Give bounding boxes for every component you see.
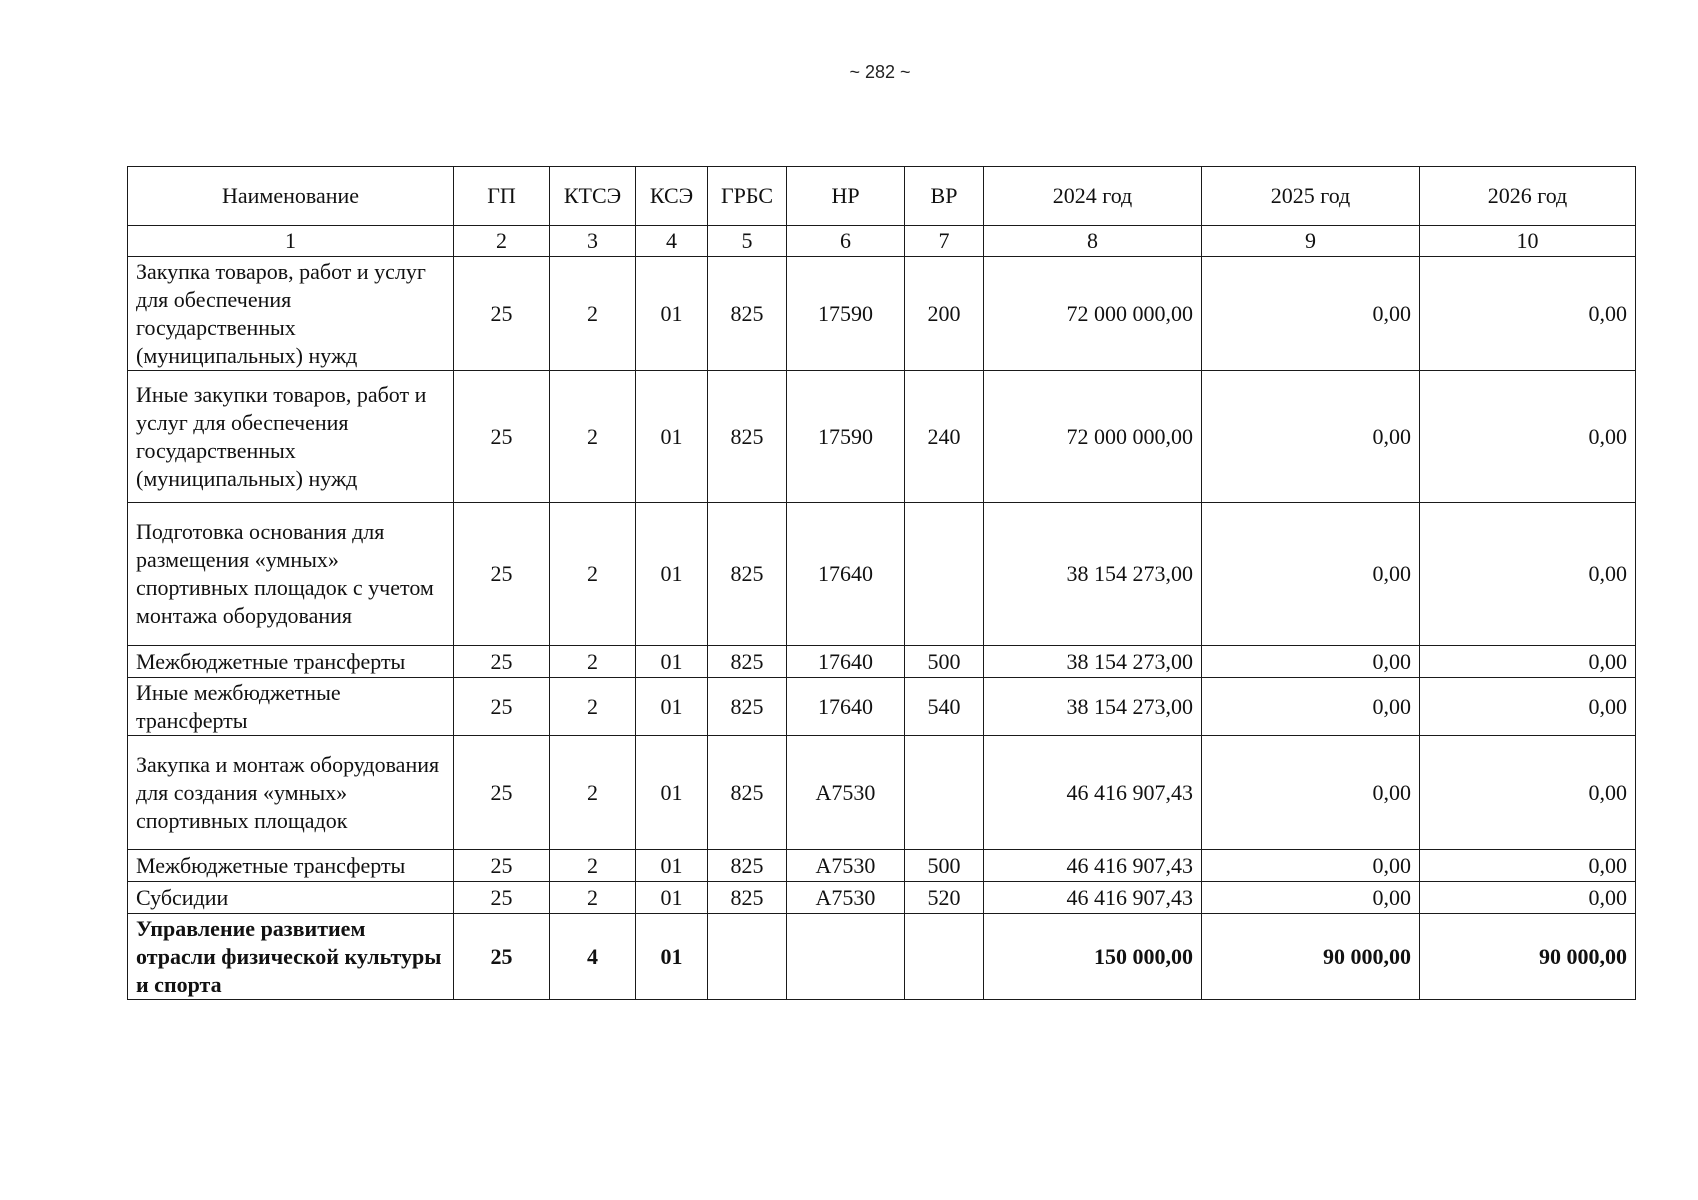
cell-2025: 0,00 — [1202, 882, 1420, 914]
cell-2024: 38 154 273,00 — [984, 503, 1202, 646]
cell-2026: 0,00 — [1420, 503, 1636, 646]
cell-vr — [905, 503, 984, 646]
cell-nr: А7530 — [787, 850, 905, 882]
cell-nr: 17640 — [787, 646, 905, 678]
cell-2026: 90 000,00 — [1420, 914, 1636, 1000]
cell-2025: 90 000,00 — [1202, 914, 1420, 1000]
cell-kse: 01 — [636, 257, 708, 371]
header-2025: 2025 год — [1202, 167, 1420, 226]
row-name: Закупка и монтаж оборудования для создания «умных» спортивных площадок — [128, 736, 454, 850]
cell-grbs: 825 — [708, 257, 787, 371]
row-name: Субсидии — [128, 882, 454, 914]
cell-grbs: 825 — [708, 882, 787, 914]
table-row — [128, 503, 1636, 646]
table-row — [128, 850, 1636, 882]
cell-vr — [905, 736, 984, 850]
cell-2025: 0,00 — [1202, 257, 1420, 371]
header-kse: КСЭ — [636, 167, 708, 226]
table-row — [128, 736, 1636, 850]
cell-kse: 01 — [636, 914, 708, 1000]
cell-grbs — [708, 914, 787, 1000]
cell-2025: 0,00 — [1202, 850, 1420, 882]
column-number: 7 — [905, 226, 984, 257]
header-ktse: КТСЭ — [550, 167, 636, 226]
cell-grbs: 825 — [708, 371, 787, 503]
cell-nr: А7530 — [787, 882, 905, 914]
cell-2026: 0,00 — [1420, 882, 1636, 914]
cell-2024: 38 154 273,00 — [984, 646, 1202, 678]
column-number: 8 — [984, 226, 1202, 257]
cell-2024: 46 416 907,43 — [984, 882, 1202, 914]
cell-kse: 01 — [636, 503, 708, 646]
cell-gp: 25 — [454, 257, 550, 371]
cell-kse: 01 — [636, 736, 708, 850]
cell-2025: 0,00 — [1202, 503, 1420, 646]
cell-ktse: 2 — [550, 257, 636, 371]
cell-kse: 01 — [636, 850, 708, 882]
table-row — [128, 678, 1636, 736]
column-number: 2 — [454, 226, 550, 257]
cell-vr: 540 — [905, 678, 984, 736]
cell-2026: 0,00 — [1420, 646, 1636, 678]
table-row — [128, 257, 1636, 371]
cell-grbs: 825 — [708, 850, 787, 882]
column-number: 6 — [787, 226, 905, 257]
header-grbs: ГРБС — [708, 167, 787, 226]
cell-ktse: 2 — [550, 882, 636, 914]
row-name: Межбюджетные трансферты — [128, 646, 454, 678]
cell-vr: 200 — [905, 257, 984, 371]
cell-gp: 25 — [454, 503, 550, 646]
cell-kse: 01 — [636, 882, 708, 914]
header-nr: НР — [787, 167, 905, 226]
row-name: Иные закупки товаров, работ и услуг для обеспечения государственных (муниципальных) нужд — [128, 371, 454, 503]
header-name: Наименование — [128, 167, 454, 226]
cell-gp: 25 — [454, 646, 550, 678]
cell-gp: 25 — [454, 736, 550, 850]
row-name: Межбюджетные трансферты — [128, 850, 454, 882]
cell-vr: 520 — [905, 882, 984, 914]
table-row — [128, 371, 1636, 503]
column-number-row — [128, 226, 1636, 257]
cell-2024: 38 154 273,00 — [984, 678, 1202, 736]
column-number: 9 — [1202, 226, 1420, 257]
cell-ktse: 2 — [550, 850, 636, 882]
cell-kse: 01 — [636, 371, 708, 503]
row-name: Закупка товаров, работ и услуг для обеспечения государственных (муниципальных) нужд — [128, 257, 454, 371]
header-gp: ГП — [454, 167, 550, 226]
row-name: Иные межбюджетные трансферты — [128, 678, 454, 736]
cell-vr — [905, 914, 984, 1000]
column-number: 5 — [708, 226, 787, 257]
cell-2024: 150 000,00 — [984, 914, 1202, 1000]
table-header-row — [128, 167, 1636, 226]
cell-ktse: 4 — [550, 914, 636, 1000]
cell-2025: 0,00 — [1202, 678, 1420, 736]
cell-grbs: 825 — [708, 646, 787, 678]
header-2024: 2024 год — [984, 167, 1202, 226]
header-vr: ВР — [905, 167, 984, 226]
cell-2025: 0,00 — [1202, 736, 1420, 850]
table-row — [128, 646, 1636, 678]
cell-ktse: 2 — [550, 736, 636, 850]
cell-ktse: 2 — [550, 371, 636, 503]
cell-kse: 01 — [636, 646, 708, 678]
cell-2026: 0,00 — [1420, 371, 1636, 503]
cell-2024: 46 416 907,43 — [984, 850, 1202, 882]
cell-nr: 17640 — [787, 678, 905, 736]
row-name: Управление развитием отрасли физической культуры и спорта — [128, 914, 454, 1000]
cell-vr: 500 — [905, 646, 984, 678]
row-name: Подготовка основания для размещения «умных» спортивных площадок с учетом монтажа оборудования — [128, 503, 454, 646]
cell-ktse: 2 — [550, 503, 636, 646]
cell-vr: 240 — [905, 371, 984, 503]
column-number: 4 — [636, 226, 708, 257]
cell-2026: 0,00 — [1420, 257, 1636, 371]
cell-2026: 0,00 — [1420, 850, 1636, 882]
column-number: 1 — [128, 226, 454, 257]
budget-table — [127, 166, 1636, 1000]
cell-kse: 01 — [636, 678, 708, 736]
cell-grbs: 825 — [708, 736, 787, 850]
cell-vr: 500 — [905, 850, 984, 882]
cell-2025: 0,00 — [1202, 371, 1420, 503]
cell-gp: 25 — [454, 914, 550, 1000]
table-row — [128, 882, 1636, 914]
column-number: 10 — [1420, 226, 1636, 257]
page-number: ~ 282 ~ — [849, 62, 911, 82]
column-number: 3 — [550, 226, 636, 257]
cell-gp: 25 — [454, 371, 550, 503]
header-2026: 2026 год — [1420, 167, 1636, 226]
cell-ktse: 2 — [550, 646, 636, 678]
table-row-section-total — [128, 914, 1636, 1000]
cell-gp: 25 — [454, 850, 550, 882]
cell-2024: 72 000 000,00 — [984, 371, 1202, 503]
cell-nr: 17590 — [787, 371, 905, 503]
cell-grbs: 825 — [708, 503, 787, 646]
cell-gp: 25 — [454, 882, 550, 914]
cell-2025: 0,00 — [1202, 646, 1420, 678]
cell-2026: 0,00 — [1420, 678, 1636, 736]
cell-2024: 46 416 907,43 — [984, 736, 1202, 850]
cell-nr: 17640 — [787, 503, 905, 646]
cell-ktse: 2 — [550, 678, 636, 736]
cell-nr: 17590 — [787, 257, 905, 371]
cell-nr: А7530 — [787, 736, 905, 850]
cell-2026: 0,00 — [1420, 736, 1636, 850]
cell-nr — [787, 914, 905, 1000]
cell-gp: 25 — [454, 678, 550, 736]
cell-grbs: 825 — [708, 678, 787, 736]
cell-2024: 72 000 000,00 — [984, 257, 1202, 371]
